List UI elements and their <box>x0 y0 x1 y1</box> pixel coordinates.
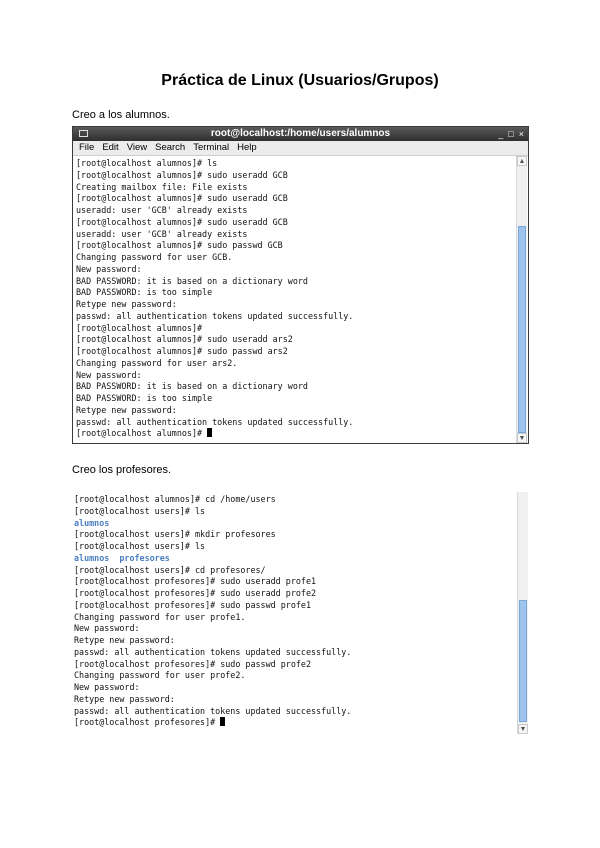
terminal-line: useradd: user 'GCB' already exists <box>76 228 248 239</box>
scroll-down-arrow-icon[interactable]: ▼ <box>518 435 526 442</box>
text-cursor <box>220 717 225 726</box>
terminal-line: New password: <box>76 369 142 380</box>
window-titlebar[interactable] <box>73 127 528 141</box>
terminal-line: Retype new password: <box>76 404 177 415</box>
terminal-window-profesores <box>72 492 529 734</box>
terminal-line: New password: <box>74 623 140 634</box>
scrollbar-thumb[interactable] <box>518 226 526 433</box>
terminal-line: [root@localhost users]# mkdir profesores <box>74 529 276 540</box>
terminal-line: passwd: all authentication tokens updated successfully. <box>74 705 352 716</box>
terminal-line: [root@localhost profesores]# sudo useradd profe2 <box>74 588 317 598</box>
terminal-line: [root@localhost users]# ls <box>74 505 206 516</box>
scroll-up-arrow-icon[interactable]: ▲ <box>518 158 526 165</box>
terminal-line: [root@localhost alumnos]# sudo useradd GCB <box>76 216 288 227</box>
scrollbar[interactable] <box>516 156 527 443</box>
terminal-line: passwd: all authentication tokens updated successfully. <box>76 310 354 321</box>
close-button[interactable]: × <box>518 129 524 139</box>
terminal-line: passwd: all authentication tokens updated successfully. <box>76 416 354 427</box>
terminal-line: [root@localhost users]# ls <box>74 541 206 551</box>
menu-file[interactable]: File <box>79 142 95 153</box>
terminal-line: Changing password for user ars2. <box>76 357 238 368</box>
terminal-line: [root@localhost alumnos]# ls <box>76 158 218 168</box>
terminal-line: [root@localhost profesores]# sudo passwd profe2 <box>74 658 311 669</box>
scrollbar-thumb[interactable] <box>519 600 527 722</box>
menu-bar <box>73 141 528 156</box>
terminal-line <box>74 518 515 530</box>
menu-edit[interactable]: Edit <box>102 142 119 153</box>
terminal-line: Changing password for user profe2. <box>74 670 246 681</box>
terminal-line: useradd: user 'GCB' already exists <box>76 205 248 215</box>
terminal-line: [root@localhost alumnos]# <box>76 322 203 333</box>
terminal-line: Changing password for user GCB. <box>76 252 233 262</box>
window-controls <box>498 127 524 141</box>
terminal-text <box>76 158 514 440</box>
caption-alumnos: Creo a los alumnos. <box>72 109 170 121</box>
terminal-line: Creating mailbox file: File exists <box>76 181 248 192</box>
terminal-line: [root@localhost alumnos]# sudo useradd GCB <box>76 169 288 180</box>
terminal-line: [root@localhost alumnos]# sudo useradd ars2 <box>76 334 293 345</box>
scrollbar[interactable] <box>517 492 528 734</box>
directory-name: profesores <box>119 552 170 563</box>
terminal-line: passwd: all authentication tokens updated successfully. <box>74 646 352 657</box>
terminal-line: Retype new password: <box>76 299 177 309</box>
terminal-window-alumnos <box>72 126 529 444</box>
scroll-down-arrow-icon[interactable]: ▼ <box>519 726 527 733</box>
terminal-line: [root@localhost alumnos]# cd /home/users <box>74 494 276 504</box>
maximize-button[interactable]: □ <box>508 129 514 139</box>
terminal-line: [root@localhost profesores]# sudo passwd profe1 <box>74 599 311 610</box>
terminal-line: [root@localhost alumnos]# sudo passwd ars2 <box>76 346 288 356</box>
terminal-line: BAD PASSWORD: is too simple <box>76 287 213 298</box>
caption-profesores: Creo los profesores. <box>72 464 172 476</box>
directory-name: alumnos <box>74 552 110 563</box>
terminal-text <box>74 494 515 729</box>
menu-terminal[interactable]: Terminal <box>193 142 230 153</box>
terminal-line: [root@localhost profesores]# <box>74 717 515 729</box>
menu-view[interactable]: View <box>126 142 148 153</box>
minimize-button[interactable]: _ <box>498 129 504 139</box>
menu-search[interactable]: Search <box>155 142 186 153</box>
terminal-line: New password: <box>74 682 140 692</box>
terminal-output[interactable] <box>73 156 528 443</box>
terminal-line: Retype new password: <box>74 693 175 704</box>
terminal-line: [root@localhost profesores]# sudo useradd profe1 <box>74 576 317 587</box>
terminal-line: [root@localhost alumnos]# sudo useradd GCB <box>76 193 288 204</box>
terminal-line: Retype new password: <box>74 635 175 645</box>
terminal-line: [root@localhost alumnos]# <box>76 428 514 440</box>
menu-help[interactable]: Help <box>237 142 257 153</box>
page-title: Práctica de Linux (Usuarios/Grupos) <box>161 72 439 89</box>
terminal-line: New password: <box>76 263 142 274</box>
window-title: root@localhost:/home/users/alumnos <box>210 128 391 139</box>
terminal-line: Changing password for user profe1. <box>74 611 246 622</box>
terminal-line: [root@localhost users]# cd profesores/ <box>74 564 266 575</box>
terminal-line: [root@localhost alumnos]# sudo passwd GCB <box>76 240 283 251</box>
directory-name: alumnos <box>74 517 110 528</box>
terminal-line: BAD PASSWORD: is too simple <box>76 393 213 403</box>
terminal-line: BAD PASSWORD: it is based on a dictionary word <box>76 381 308 392</box>
terminal-line: BAD PASSWORD: it is based on a dictionary word <box>76 275 308 286</box>
terminal-line <box>74 553 515 565</box>
text-cursor <box>207 428 212 437</box>
